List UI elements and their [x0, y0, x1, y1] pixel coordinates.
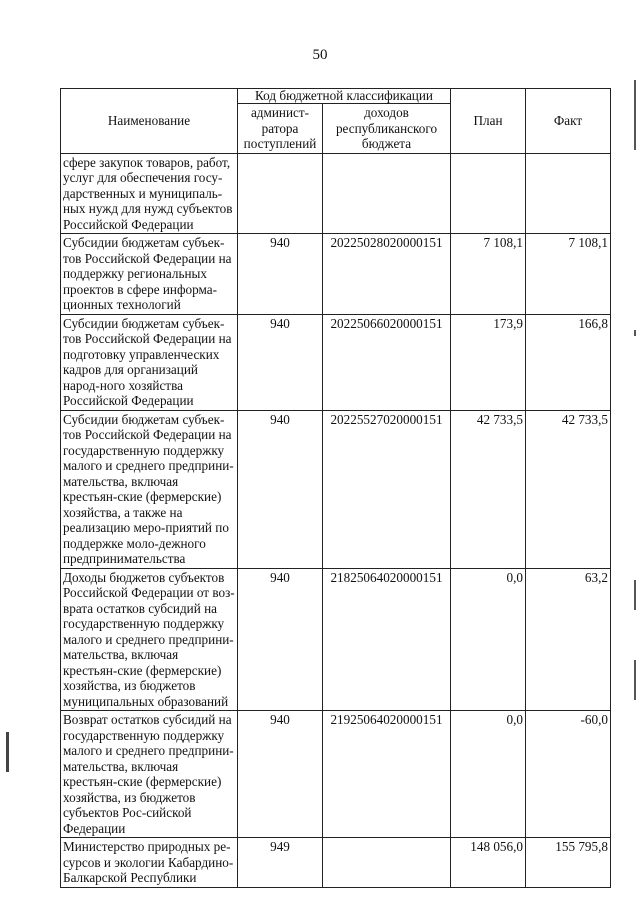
cell-name: сфере закупок товаров, работ, услуг для обеспечения госу-дарственных и муниципаль-ных нужд для нужд субъектов Российской Федерации	[61, 153, 238, 234]
cell-plan	[451, 153, 526, 234]
table-row	[61, 314, 611, 410]
header-admin: админист-ратора поступлений	[238, 104, 323, 154]
cell-name: Министерство природных ре-сурсов и экологии Кабардино-Балкарской Республики	[61, 838, 238, 888]
cell-fact: -60,0	[526, 711, 611, 838]
cell-plan: 0,0	[451, 568, 526, 711]
cell-admin-code: 940	[238, 711, 323, 838]
cell-fact: 155 795,8	[526, 838, 611, 888]
table-row	[61, 711, 611, 838]
cell-admin-code	[238, 153, 323, 234]
cell-plan: 173,9	[451, 314, 526, 410]
table-row	[61, 568, 611, 711]
cell-name: Субсидии бюджетам субъек-тов Российской Федерации на государственную поддержку малого и среднего предприни-мательства, включая крестьян-ские (фермерские) хозяйства, а также на реализацию меро-приятий по поддержке моло-дежного предпринимательства	[61, 410, 238, 568]
cell-name: Субсидии бюджетам субъек-тов Российской Федерации на поддержку региональных проектов в сфере информа-ционных технологий	[61, 234, 238, 315]
header-name: Наименование	[61, 89, 238, 154]
cell-admin-code: 940	[238, 568, 323, 711]
cell-admin-code: 940	[238, 410, 323, 568]
scan-mark-left	[6, 732, 9, 772]
cell-plan: 7 108,1	[451, 234, 526, 315]
cell-admin-code: 940	[238, 314, 323, 410]
cell-fact: 7 108,1	[526, 234, 611, 315]
cell-fact: 63,2	[526, 568, 611, 711]
cell-name: Возврат остатков субсидий на государственную поддержку малого и среднего предприни-мательства, включая крестьян-ские (фермерские) хозяйства, из бюджетов субъектов Рос-сийской Федерации	[61, 711, 238, 838]
cell-name: Доходы бюджетов субъектов Российской Федерации от воз-врата остатков субсидий на государственную поддержку малого и среднего предприни-мательства, включая крестьян-ские (фермерские) хозяйства, из бюджетов муниципальных образований	[61, 568, 238, 711]
cell-income-code	[323, 838, 451, 888]
page-number: 50	[312, 47, 328, 63]
cell-income-code: 20225066020000151	[323, 314, 451, 410]
cell-admin-code: 949	[238, 838, 323, 888]
cell-fact	[526, 153, 611, 234]
budget-table	[60, 88, 611, 888]
cell-admin-code: 940	[238, 234, 323, 315]
cell-name: Субсидии бюджетам субъек-тов Российской Федерации на подготовку управленческих кадров для организаций народ-ного хозяйства Российской Федерации	[61, 314, 238, 410]
header-plan: План	[451, 89, 526, 154]
cell-income-code: 20225028020000151	[323, 234, 451, 315]
cell-plan: 0,0	[451, 711, 526, 838]
cell-fact: 42 733,5	[526, 410, 611, 568]
cell-plan: 148 056,0	[451, 838, 526, 888]
table-row	[61, 153, 611, 234]
table-row	[61, 838, 611, 888]
header-fact: Факт	[526, 89, 611, 154]
cell-income-code: 21825064020000151	[323, 568, 451, 711]
header-code-group: Код бюджетной классификации	[238, 89, 451, 104]
cell-income-code: 21925064020000151	[323, 711, 451, 838]
table-row	[61, 410, 611, 568]
cell-plan: 42 733,5	[451, 410, 526, 568]
cell-income-code	[323, 153, 451, 234]
cell-fact: 166,8	[526, 314, 611, 410]
cell-income-code: 20225527020000151	[323, 410, 451, 568]
scan-marks-right	[634, 0, 638, 905]
header-income: доходов республиканского бюджета	[323, 104, 451, 154]
table-row	[61, 234, 611, 315]
